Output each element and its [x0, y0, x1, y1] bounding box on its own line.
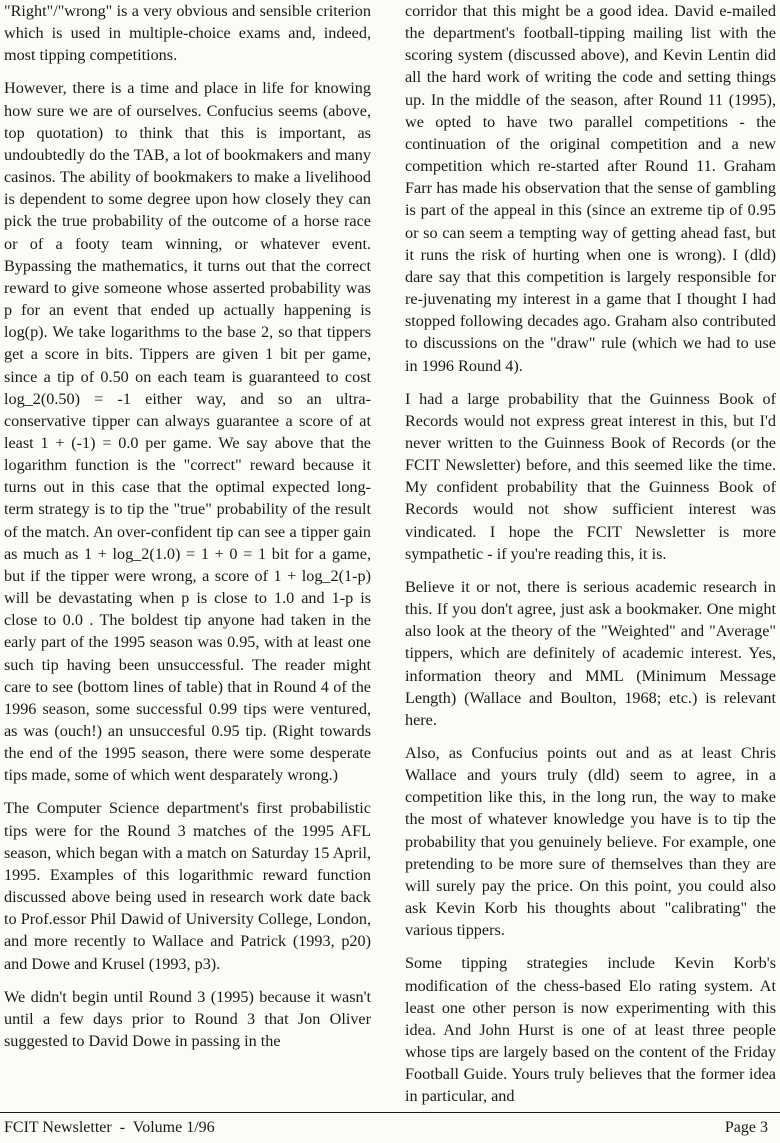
paragraph: Believe it or not, there is serious academic research in this. If you don't agree, just ask a bookmaker. One might also look at the theory of the "Weighted" and "Average" tippers, which are definitely of academic interest. Yes, information theory and MML (Minimum Message Length) (Wallace and Boulton, 1968; etc.) is relevant here. — [405, 577, 776, 729]
right-column — [405, 0, 776, 1106]
footer-publication: FCIT Newsletter - Volume 1/96 — [4, 1119, 215, 1136]
paragraph: Some tipping strategies include Kevin Korb's modification of the chess-based Elo rating system. At least one other person is now experimenting with this idea. And John Hurst is one of at least three people whose tips are largely based on the content of the Friday Football Guide. Yours truly believes that the former idea in particular, and — [405, 954, 776, 1106]
paragraph: Also, as Confucius points out and as at least Chris Wallace and yours truly (dld) seem to agree, in a competition like this, in the long run, the way to make the most of whatever knowledge you have is to tip the probability that you genuinely believe. For example, one pretending to be more sure of themselves than they are will surely pay the price. On this point, you could also ask Kevin Korb his thoughts about "calibrating" the various tippers. — [405, 744, 776, 940]
paragraph: We didn't begin until Round 3 (1995) because it wasn't until a few days prior to Round 3 that Jon Oliver suggested to David Dowe in passing in the — [4, 987, 371, 1051]
left-column — [4, 0, 371, 1051]
paragraph: I had a large probability that the Guinness Book of Records would not express great interest in this, but I'd never written to the Guinness Book of Records (or the FCIT Newsletter) before, and this seemed like the time. My confident probability that the Guinness Book of Records would not show sufficient interest was vindicated. I hope the FCIT Newsletter is more sympathetic - if you're reading this, it is. — [405, 389, 776, 563]
paragraph: corridor that this might be a good idea. David e-mailed the department's football-tipping mailing list with the scoring system (discussed above), and Kevin Lentin did all the hard work of writing the code and setting things up. In the middle of the season, after Round 11 (1995), we opted to have two parallel competitions - the continuation of the original competition and a new competition which re-started after Round 11. Graham Farr has made his observation that the sense of gambling is part of the appeal in this (since an extreme tip of 0.95 or so can seem a tempting way of getting ahead fast, but it runs the risk of hurting when one is wrong). I (dld) dare say that this competition is largely responsible for re-juvenating my interest in a game that I thought I had stopped following decades ago. Graham also contributed to discussions on the "draw" rule (which we had to use in 1996 Round 4). — [405, 2, 776, 375]
paragraph: "Right"/"wrong" is a very obvious and sensible criterion which is used in multiple-choice exams and, indeed, most tipping competitions. — [4, 2, 371, 65]
page-number: Page 3 — [724, 1119, 768, 1136]
page-footer — [4, 1117, 768, 1139]
paragraph: The Computer Science department's first probabilistic tips were for the Round 3 matches of the 1995 AFL season, which began with a match on Saturday 15 April, 1995. Examples of this logarithmic reward function discussed above being used in research work date back to Prof.essor Phil Dawid of University College, London, and more recently to Wallace and Patrick (1993, p20) and Dowe and Krusel (1993, p3). — [4, 799, 371, 973]
paragraph: However, there is a time and place in life for knowing how sure we are of ourselves. Confucius seems (above, top quotation) to think that this is important, as undoubtedly do the TAB, a lot of bookmakers and many casinos. The ability of bookmakers to make a livelihood is dependent to some degree upon how closely they can pick the true probability of the outcome of a horse race or of a footy team winning, or whatever event. Bypassing the mathematics, it turns out that the correct reward to give someone whose asserted probability was p for an event that ended up actually happening is log(p). We take logarithms to the base 2, so that tippers get a score in bits. Tippers are given 1 bit per game, since a tip of 0.50 on each team is guaranteed to cost log_2(0.50) = -1 either way, and so an ultra-conservative tipper can always guarantee a score of at least 1 + (-1) = 0.0 per game. We say above that the logarithm function is the "correct" reward because it turns out in this case that the optimal expected long-term strategy is to tip the "true" probability of the result of the match. An over-confident tip can see a tipper gain as much as 1 + log_2(1.0) = 1 + 0 = 1 bit for a game, but if the tipper were wrong, a score of 1 + log_2(1-p) will be devastating when p is close to 1.0 and 1-p is close to 0.0 . The boldest tip anyone had taken in the early part of the 1995 season was 0.95, with at least one such tip having been unsuccessful. The reader might care to see (bottom lines of table) that in Round 4 of the 1996 season, some successful 0.99 tips were ventured, as was (ouch!) an unsuccesful 0.95 tip. (Right towards the end of the 1995 season, there were some desperate tips made, some of which went desparately wrong.) — [4, 79, 371, 785]
footer-divider — [0, 1112, 780, 1113]
